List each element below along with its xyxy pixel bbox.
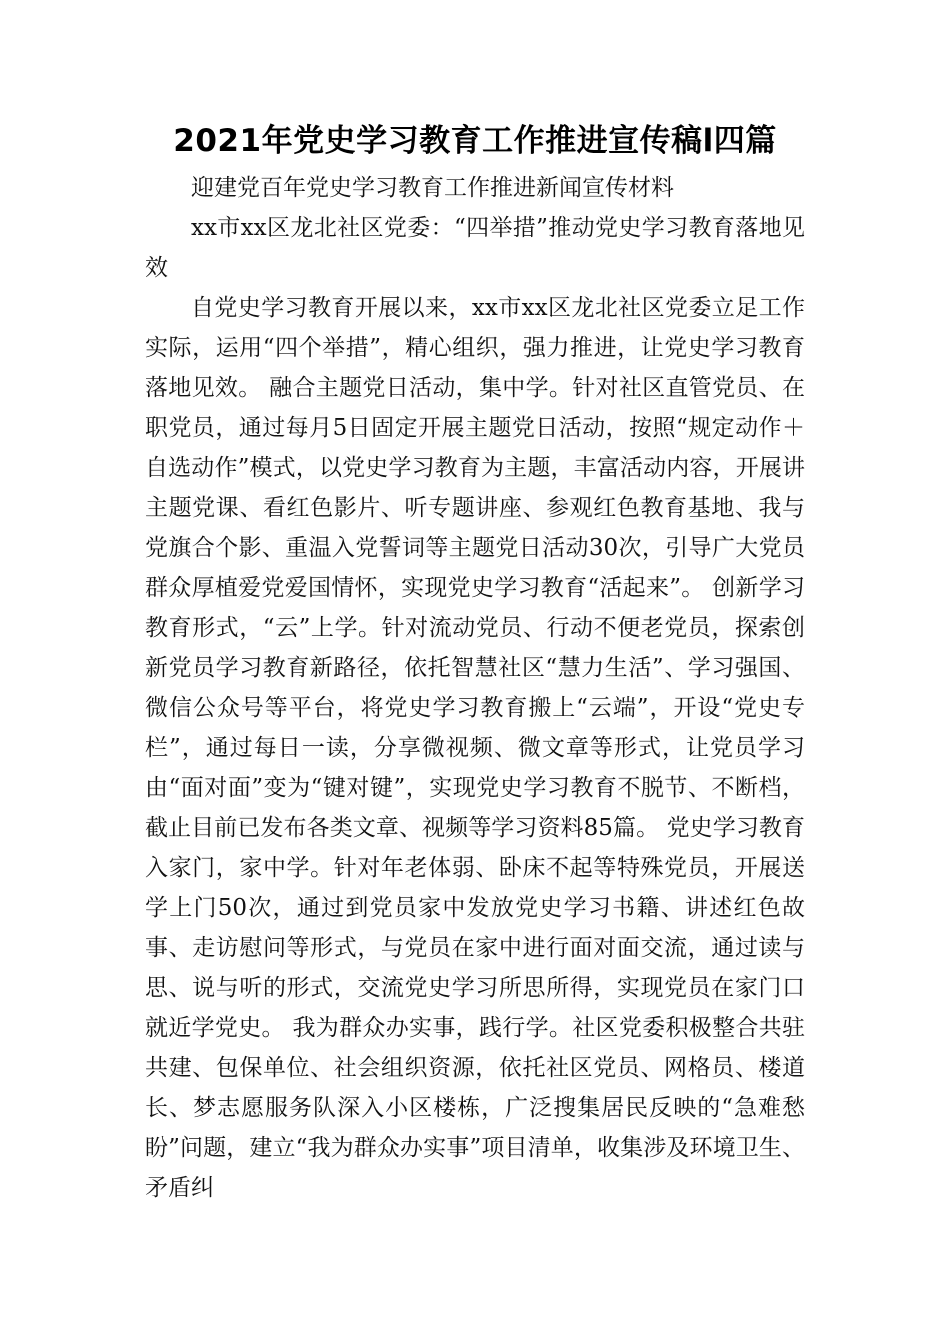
subtitle-paragraph: 迎建党百年党史学习教育工作推进新闻宣传材料 bbox=[191, 175, 674, 201]
article-heading-paragraph: xx市xx区龙北社区党委：“四举措”推动党史学习教育落地见效 bbox=[145, 215, 805, 281]
body-paragraph: 自党史学习教育开展以来，xx市xx区龙北社区党委立足工作实际，运用“四个举措”，精心组织，强力推进，让党史学习教育落地见效。 融合主题党日活动，集中学。针对社区直管党员、在职党员，通过每月5日固定开展主题党日活动，按照“规定动作＋自选动作”模式，以党史学习教育为主题，丰富活动内容，开展讲主题党课、看红色影片、听专题讲座、参观红色教育基地、我与党旗合个影、重温入党誓词等主题党日活动30次，引导广大党员群众厚植爱党爱国情怀，实现党史学习教育“活起来”。 创新学习教育形式，“云”上学。针对流动党员、行动不便老党员，探索创新党员学习教育新路径，依托智慧社区“慧力生活”、学习强国、微信公众号等平台，将党史学习教育搬上“云端”，开设“党史专栏”，通过每日一读，分享微视频、微文章等形式，让党员学习由“面对面”变为“键对键”，实现党史学习教育不脱节、不断档，截止目前已发布各类文章、视频等学习资料85篇。 党史学习教育入家门，家中学。针对年老体弱、卧床不起等特殊党员，开展送学上门50次，通过到党员家中发放党史学习书籍、讲述红色故事、走访慰问等形式，与党员在家中进行面对面交流，通过读与思、说与听的形式，交流党史学习所思所得，实现党员在家门口就近学党史。 我为群众办实事，践行学。社区党委积极整合共驻共建、包保单位、社会组织资源，依托社区党员、网格员、楼道长、梦志愿服务队深入小区楼栋，广泛搜集居民反映的“急难愁盼”问题，建立“我为群众办实事”项目清单，收集涉及环境卫生、矛盾纠 bbox=[145, 295, 805, 1201]
document-title: 2021年党史学习教育工作推进宣传稿l四篇 bbox=[173, 123, 777, 159]
document-body bbox=[145, 168, 805, 1208]
